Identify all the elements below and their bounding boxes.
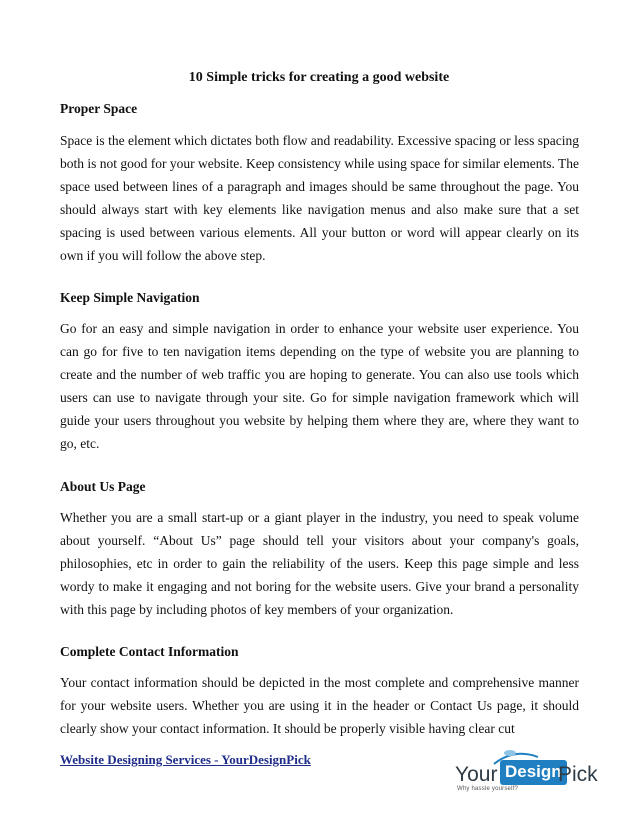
section-heading-proper-space: Proper Space [60,101,138,116]
section-heading-navigation: Keep Simple Navigation [60,290,200,305]
logo-word-your: Your [455,763,498,786]
logo-word-pick: Pick [558,763,598,786]
section-heading-about-us: About Us Page [60,479,146,494]
section-body-proper-space: Space is the element which dictates both flow and readability. Excessive spacing or less spacing both is not good for your website. Keep consistency while using space for similar elements. The space used between lines of a paragraph and images should be same throughout the page. You should always start with key elements like navigation menus and also make sure that a set spacing is used between various elements. All your button or word will appear clearly on its own if you will follow the above step. [60,133,580,263]
footer-services-link[interactable]: Website Designing Services - YourDesignPick [60,752,311,767]
section-heading-contact: Complete Contact Information [60,644,239,659]
yourdesignpick-logo[interactable] [452,748,598,796]
section-body-about-us: Whether you are a small start-up or a giant player in the industry, you need to speak volume about yourself. “About Us” page should tell your visitors about your company's goals, philosophies, etc in order to gain the reliability of the users. Keep this page simple and less wordy to make it engaging and not boring for the website users. Give your brand a personality with this page by including photos of key members of your organization. [60,510,579,617]
section-body-contact: Your contact information should be depicted in the most complete and comprehensive manner for your website users. Whether you are using it in the header or Contact Us page, it should clearly show your contact information. It should be properly visible having clear cut [60,675,579,736]
page-title: 10 Simple tricks for creating a good website [188,70,450,85]
logo-tagline: Why hassle yourself? [457,786,519,792]
section-body-navigation: Go for an easy and simple navigation in order to enhance your website user experience. You can go for five to ten navigation items depending on the type of website you are planning to create and the number of web traffic you are hoping to generate. You can also use tools which users can use to navigate through your site. Go for simple navigation framework which will guide your users throughout you website by helping them where they are, where they want to go, etc. [60,321,579,451]
logo-word-design: Design [500,760,567,785]
